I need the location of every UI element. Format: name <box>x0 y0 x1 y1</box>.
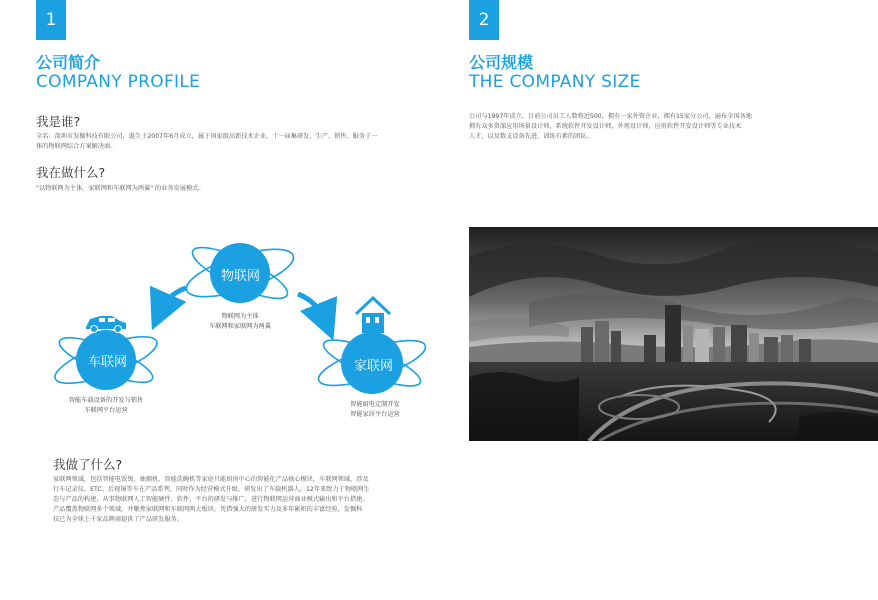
page-title-en: COMPANY PROFILE <box>36 72 201 92</box>
who-text-line: 体的物联网综合方案解决商。 <box>36 143 117 150</box>
size-text-line: 人才，以及数支设备先进，训练有素的团队。 <box>469 133 593 140</box>
page-title-en: THE COMPANY SIZE <box>469 72 641 92</box>
center-planet-label: 物联网 <box>221 269 261 284</box>
company-size-text <box>469 112 769 142</box>
arrow-left <box>160 288 186 312</box>
done-text-line: 行车记录仪、ETC、后视镜等车在产品系列，同时作为经营模式升级，研发出了车载机器人。12年来致力于物联网生 <box>53 486 370 493</box>
caption-line: 智能厨电定制开发 <box>350 401 400 408</box>
house-icon <box>356 298 390 333</box>
who-heading: 我是谁? <box>36 114 81 129</box>
done-text <box>53 475 393 525</box>
caption-line: 智能家居平台运营 <box>350 411 400 418</box>
page-number-1: 1 <box>36 0 66 40</box>
who-text-line: 全名：深圳市发掘科技有限公司，诞生于2007年6月成立，属于国家级高新技术企业，十一届集研发、生产、销售、服务于一 <box>36 133 378 140</box>
caption-line: 智能车载设备的开发与销售 <box>68 397 144 404</box>
done-text-line: 态与产品的构建，从事物联网人工智能硬件、软件、平台的研发与推广，进行物联网运营商业模式输出和平台搭建。 <box>53 496 369 503</box>
done-text-line: 技已为全球上千家品牌商提供了产品研发服务。 <box>53 516 183 523</box>
who-text <box>36 132 406 152</box>
done-text-line: 产品覆盖物联网多个领域，并聚焦家联网和车联网两大板块，凭借强大的研发实力及多年累积的丰富经验，发掘科 <box>53 506 363 513</box>
caption-line: 物联网为主体 <box>221 313 259 320</box>
right-planet-label: 家联网 <box>354 359 394 374</box>
center-caption <box>190 312 290 332</box>
arrow-right <box>298 294 326 322</box>
what-heading: 我在做什么? <box>36 165 106 180</box>
left-planet-label: 车联网 <box>88 355 128 370</box>
caption-line: 车联网平台运营 <box>84 407 128 414</box>
size-text-line: 拥有众多资深应用场景设计师，系统软件开发设计师，外观设计师，应用软件开发设计师等专业技术 <box>469 123 742 130</box>
city-skyline-photo <box>469 227 878 441</box>
right-caption <box>325 400 425 420</box>
size-text-line: 公司与1997年成立，目前公司员工人数将近500，拥有一家外资企业，拥有15家分公司，遍布全国各地 <box>469 113 752 120</box>
done-text-line: 家联网领域，包括智能电饭煲、抽烟机、智能洗碗机等家庭只能厨房中心的智能化产品核心模块，车联网领域，涉及 <box>53 476 369 483</box>
page-number-2: 2 <box>469 0 499 40</box>
page-title-cn: 公司简介 <box>36 53 101 72</box>
done-heading: 我做了什么? <box>53 457 123 472</box>
what-text: "以物联网为主体，家联网和车联网为两翼" 的业务发展模式。 <box>36 185 205 192</box>
left-caption <box>56 396 156 416</box>
caption-line: 车联网和家联网为两翼 <box>209 323 271 330</box>
page-title-cn: 公司规模 <box>469 53 534 72</box>
